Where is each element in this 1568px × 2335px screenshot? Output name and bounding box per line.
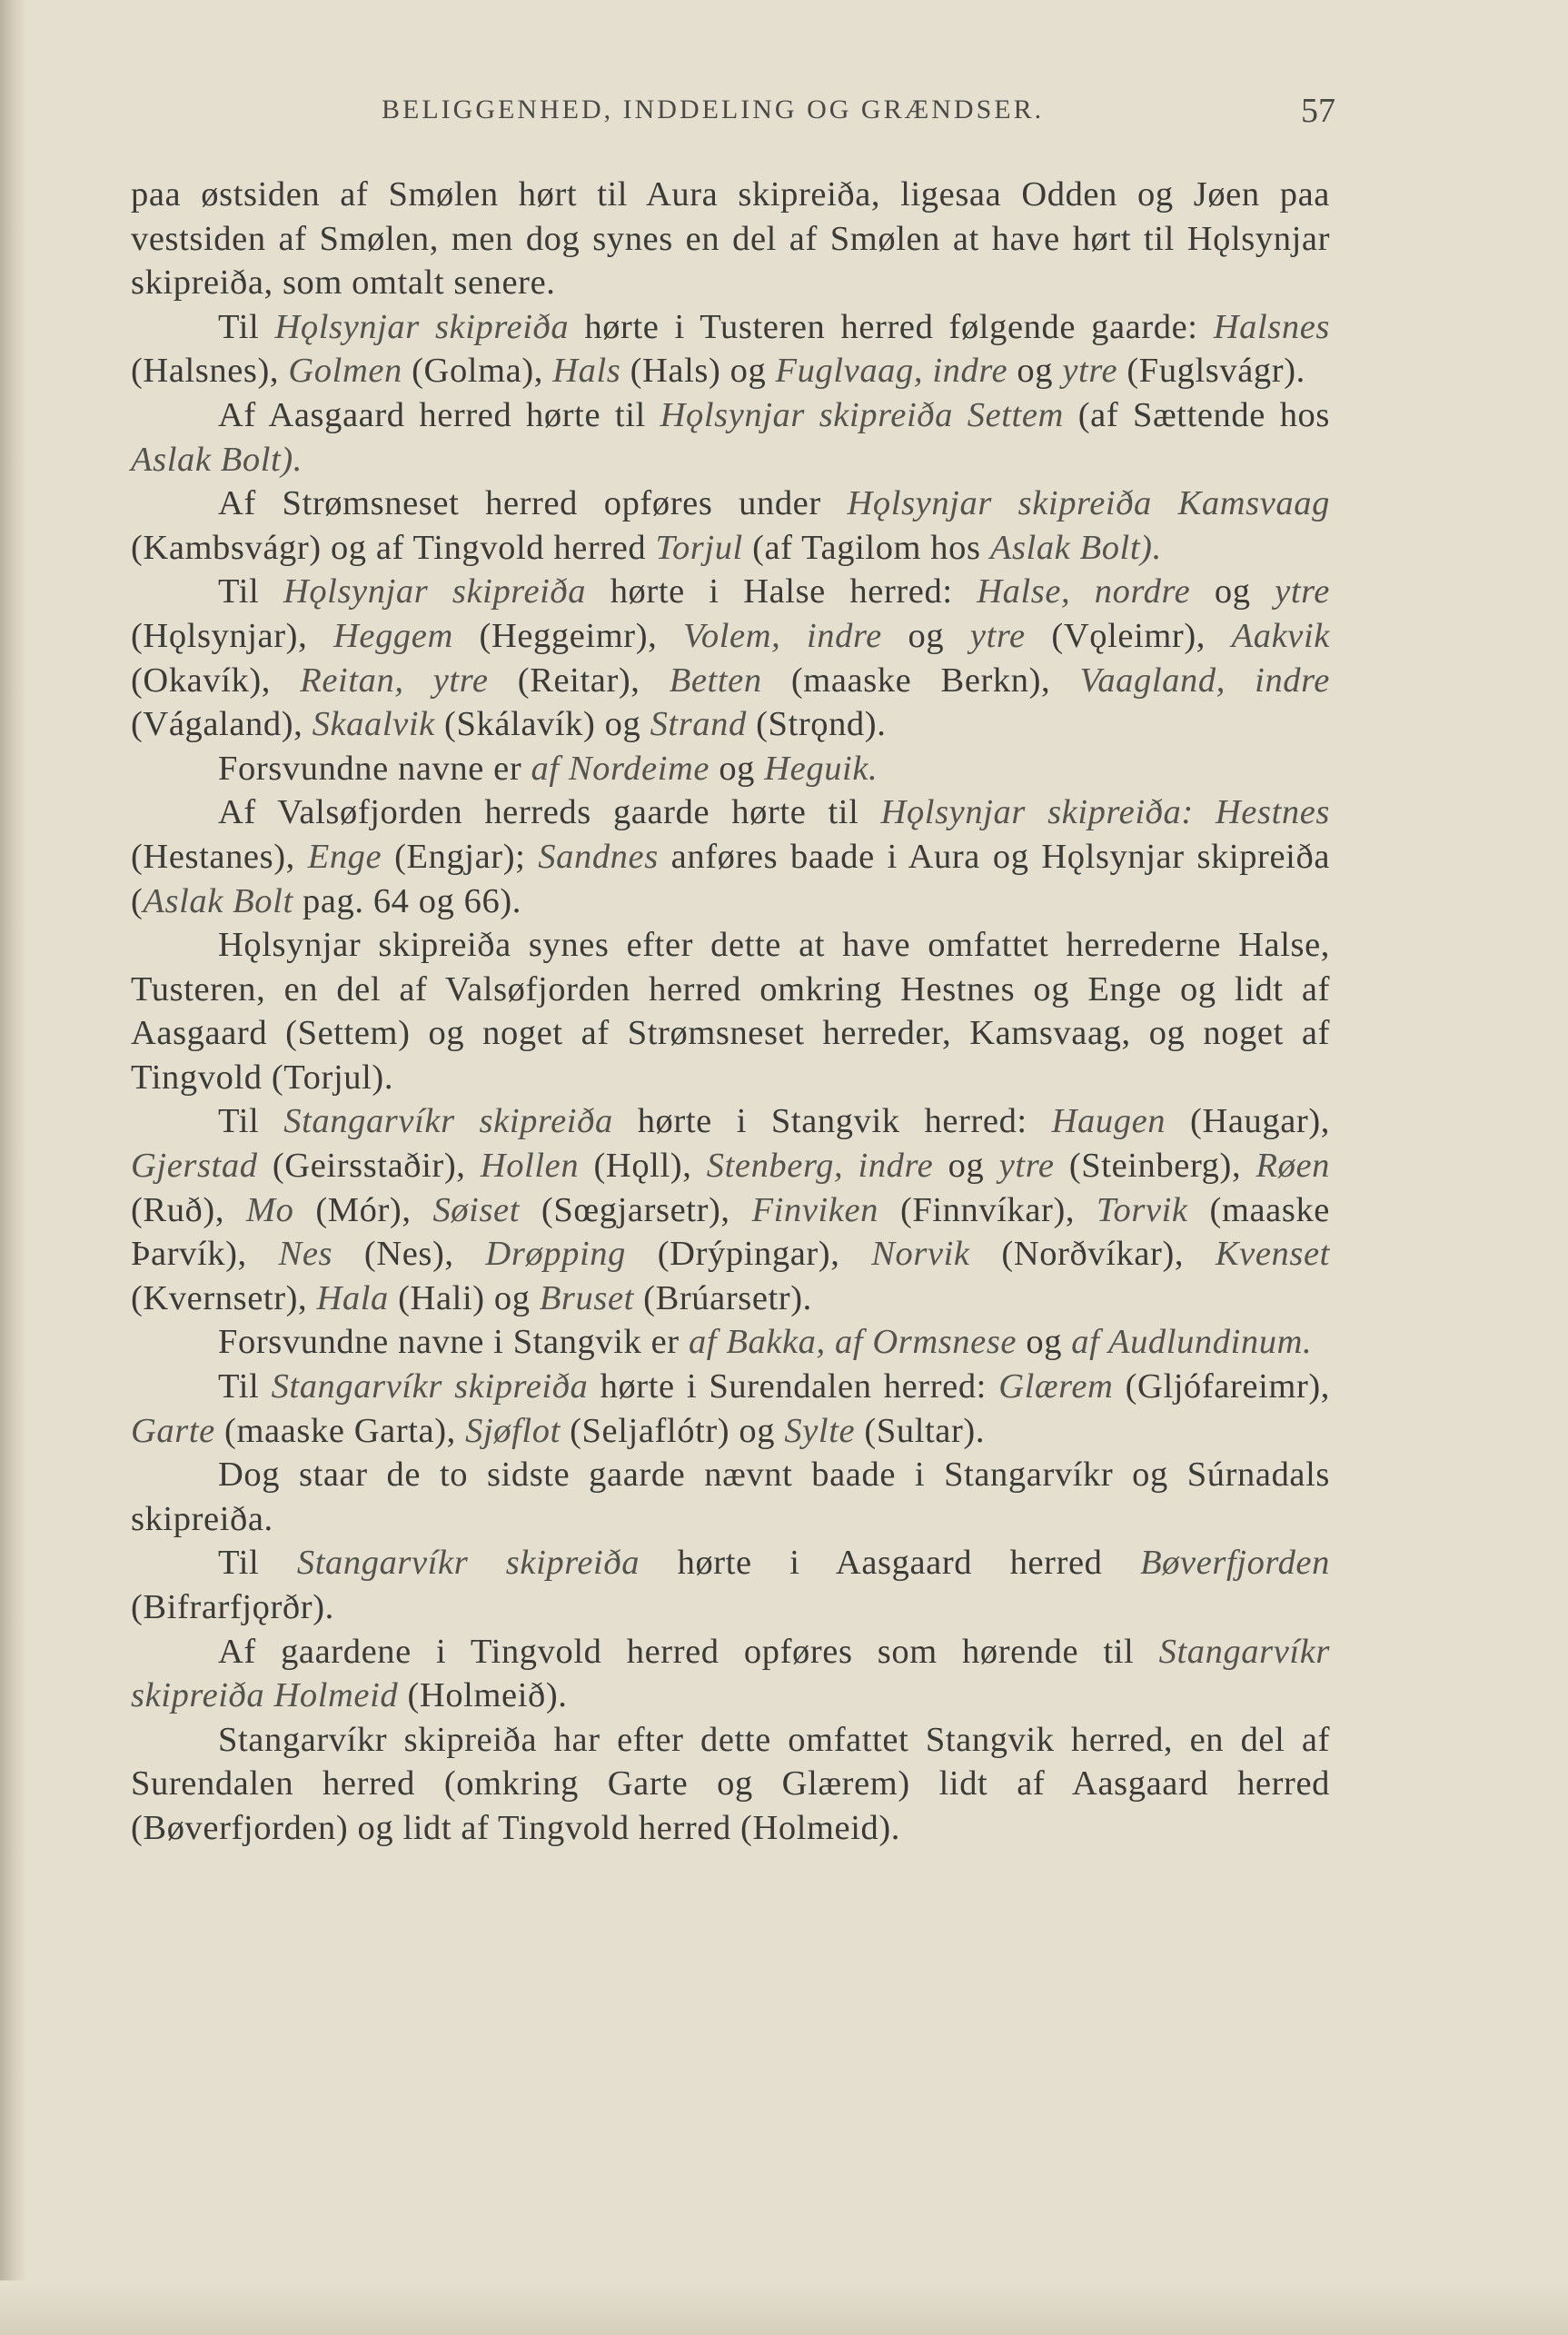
text-run: (Skálavík) og	[434, 705, 650, 744]
text-run: (af Sættende hos	[1063, 395, 1330, 434]
text-run: (Hǫll),	[579, 1147, 707, 1186]
text-run: og	[710, 749, 765, 788]
paragraph	[131, 482, 1330, 570]
italic-text: Hǫlsynjar skipreiða	[274, 307, 570, 346]
text-run: (Vágaland),	[131, 705, 313, 744]
paragraph	[131, 1365, 1330, 1453]
italic-text: Finviken	[751, 1190, 879, 1229]
italic-text: Norvik	[871, 1235, 970, 1274]
italic-text: Mo	[245, 1190, 294, 1229]
italic-text: Søiset	[432, 1190, 521, 1229]
text-run: anføres baade i Aura og Hǫlsynjar skipreiða (	[131, 837, 1331, 920]
italic-text: Volem, indre	[683, 616, 882, 655]
italic-text: Drøpping	[485, 1235, 626, 1274]
paragraph	[131, 570, 1330, 746]
italic-text: Vaagland, indre	[1079, 661, 1330, 700]
italic-text: Strand	[650, 705, 747, 744]
text-run: Af gaardene i Tingvold herred opføres som hørende til	[218, 1632, 1159, 1671]
text-run: Til	[218, 1102, 284, 1141]
italic-text: Sjøflot	[465, 1411, 561, 1450]
italic-text: Halse, nordre	[977, 572, 1191, 611]
text-run: (Mór),	[293, 1190, 433, 1229]
text-run: (Fuglsvágr).	[1117, 352, 1305, 391]
text-run: Af Aasgaard herred hørte til	[218, 395, 660, 434]
italic-text: Bøverfjorden	[1140, 1544, 1330, 1583]
text-run: (Kambsvágr) og af Tingvold herred	[131, 528, 656, 567]
italic-text: Fuglvaag, indre	[775, 352, 1008, 391]
italic-text: Torjul	[655, 528, 743, 567]
paragraph	[131, 173, 1330, 305]
italic-text: af Bakka, af Ormsnese	[688, 1323, 1017, 1362]
paragraph	[131, 1453, 1330, 1541]
italic-text: Stenberg, indre	[706, 1147, 934, 1186]
paragraph	[131, 1099, 1330, 1320]
italic-text: Garte	[131, 1411, 215, 1450]
italic-text: ytre	[1062, 352, 1118, 391]
text-run: og	[881, 616, 970, 655]
page-spine-shadow	[0, 0, 27, 2335]
text-run: (Drýpingar),	[625, 1235, 872, 1274]
italic-text: Aslak Bolt).	[989, 528, 1162, 567]
italic-text: Aakvik	[1231, 616, 1330, 655]
text-run: (maaske Garta),	[214, 1411, 466, 1450]
italic-text: Aslak Bolt	[143, 881, 293, 920]
running-head: BELIGGENHED, INDDELING OG GRÆNDSER.	[382, 94, 1045, 124]
italic-text: Heguik.	[764, 749, 878, 788]
italic-text: Stangarvíkr skipreiða	[296, 1544, 640, 1583]
text-run: (Heggeimr),	[452, 616, 684, 655]
paragraph	[131, 1541, 1330, 1629]
italic-text: Stangarvíkr skipreiða Holmeid	[131, 1632, 1330, 1715]
text-run: hørte i Tusteren herred følgende gaarde:	[569, 307, 1214, 346]
text-run: (Geirsstaðir),	[257, 1147, 481, 1186]
paragraph	[131, 747, 1330, 791]
text-run: og	[1017, 1323, 1072, 1362]
text-run: Af Valsøfjorden herreds gaarde hørte til	[218, 793, 881, 832]
text-run: (Sœgjarsetr),	[520, 1190, 752, 1229]
italic-text: Kvenset	[1215, 1235, 1330, 1274]
text-run: (Halsnes),	[131, 352, 289, 391]
text-run: (Seljaflótr) og	[560, 1411, 785, 1450]
italic-text: Betten	[669, 661, 762, 700]
text-run: og	[1190, 572, 1275, 611]
paragraph	[131, 790, 1330, 923]
text-run: hørte i Surendalen herred:	[588, 1367, 999, 1406]
text-run: Til	[218, 307, 275, 346]
paragraph	[131, 923, 1330, 1099]
text-run: Stangarvíkr skipreiða har efter dette omfattet Stangvik herred, en del af Surendalen herred (omkring Garte og Glærem) lidt af Aasgaard herred (Bøverfjorden) og lidt af Tingvold herred (Holmeid).	[131, 1720, 1330, 1847]
text-run: pag. 64 og 66).	[293, 881, 522, 920]
text-run: (Nes),	[332, 1235, 486, 1274]
page-number: 57	[1301, 92, 1335, 130]
text-run: Forsvundne navne er	[218, 749, 531, 788]
italic-text: Haugen	[1051, 1102, 1166, 1141]
text-run: (Hali) og	[388, 1278, 540, 1317]
text-run: (Engjar);	[382, 837, 539, 876]
page-bottom-edge	[0, 2280, 1568, 2335]
italic-text: Glærem	[998, 1367, 1114, 1406]
italic-text: af Nordeime	[531, 749, 710, 788]
paragraph	[131, 1320, 1330, 1365]
text-run: Dog staar de to sidste gaarde nævnt baade i Stangarvíkr og Súrnadals skipreiða.	[131, 1456, 1330, 1538]
italic-text: af Audlundinum.	[1071, 1323, 1313, 1362]
italic-text: Reitan, ytre	[300, 661, 489, 700]
text-run: Til	[218, 1367, 272, 1406]
text-run: (Okavík),	[131, 661, 301, 700]
italic-text: Skaalvik	[312, 705, 435, 744]
italic-text: Stangarvíkr skipreiða	[271, 1367, 589, 1406]
italic-text: ytre	[969, 616, 1026, 655]
italic-text: Hǫlsynjar skipreiða	[283, 572, 587, 611]
italic-text: Aslak Bolt).	[131, 440, 303, 479]
text-run: Til	[218, 572, 283, 611]
text-run: og	[933, 1147, 999, 1186]
text-run: (Holmeið).	[398, 1676, 568, 1715]
text-run: (Hǫlsynjar),	[131, 616, 333, 655]
italic-text: Halsnes	[1213, 307, 1330, 346]
text-run: paa østsiden af Smølen hørt til Aura skipreiða, ligesaa Odden og Jøen paa vestsiden af Smølen, men dog synes en del af Smølen at have hørt til Hǫlsynjar skipreiða, som omtalt senere.	[131, 175, 1330, 303]
text-run: (Steinberg),	[1054, 1147, 1256, 1186]
text-run: (Brúarsetr).	[633, 1278, 812, 1317]
text-run: (Golma),	[402, 352, 553, 391]
italic-text: Hǫlsynjar skipreiða Settem	[660, 395, 1064, 434]
italic-text: ytre	[1275, 572, 1330, 611]
italic-text: Heggem	[332, 616, 453, 655]
text-run	[1194, 793, 1216, 831]
text-run: Forsvundne navne i Stangvik er	[218, 1323, 689, 1362]
italic-text: Bruset	[539, 1278, 634, 1317]
italic-text: Hǫlsynjar skipreiða Kamsvaag	[847, 484, 1330, 523]
italic-text: Sandnes	[538, 837, 659, 876]
body-text	[131, 173, 1330, 1851]
italic-text: Golmen	[288, 352, 402, 391]
text-run: (Vǫleimr),	[1025, 616, 1232, 655]
italic-text: Gjerstad	[131, 1147, 258, 1186]
italic-text: Hals	[552, 352, 621, 391]
text-run: Hǫlsynjar skipreiða synes efter dette at have omfattet herrederne Halse, Tusteren, en del af Valsøfjorden herred omkring Hestnes og Enge og lidt af Aasgaard (Settem) og noget af Strømsneset herreder, Kamsvaag, og noget af Tingvold (Torjul).	[131, 926, 1330, 1097]
text-run: (Ruð),	[131, 1190, 246, 1229]
text-run: (Haugar),	[1166, 1102, 1330, 1141]
italic-text: Hala	[316, 1278, 389, 1317]
italic-text: Sylte	[784, 1411, 856, 1450]
paragraph	[131, 1718, 1330, 1851]
italic-text: Hollen	[480, 1147, 580, 1186]
italic-text: Hestnes	[1215, 793, 1330, 832]
text-run: Til	[218, 1544, 297, 1583]
text-run: (Hestanes),	[131, 837, 308, 876]
text-run: hørte i Aasgaard herred	[640, 1544, 1141, 1583]
text-run: (Norðvíkar),	[969, 1235, 1216, 1274]
text-run: hørte i Stangvik herred:	[612, 1102, 1052, 1141]
italic-text: Torvik	[1097, 1190, 1188, 1229]
text-run: (Reitar),	[488, 661, 670, 700]
text-run: (Finnvíkar),	[878, 1190, 1097, 1229]
text-run: (Hals) og	[620, 352, 776, 391]
italic-text: Stangarvíkr skipreiða	[283, 1102, 613, 1141]
text-run: Af Strømsneset herred opføres under	[218, 484, 848, 523]
text-run: hørte i Halse herred:	[586, 572, 978, 611]
italic-text: Nes	[278, 1235, 333, 1274]
page-header	[127, 91, 1335, 136]
text-run: (Strǫnd).	[746, 705, 887, 744]
text-run: (af Tagilom hos	[742, 528, 990, 567]
paragraph	[131, 393, 1330, 482]
text-run: (Kvernsetr),	[131, 1278, 317, 1317]
italic-text: Røen	[1255, 1147, 1331, 1186]
italic-text: ytre	[998, 1147, 1055, 1186]
paragraph	[131, 1630, 1330, 1718]
text-run: (maaske Þarvík),	[131, 1190, 1330, 1274]
paragraph	[131, 305, 1330, 393]
italic-text: Hǫlsynjar skipreiða:	[880, 793, 1194, 832]
italic-text: Enge	[307, 837, 382, 876]
text-run: (Sultar).	[855, 1411, 986, 1450]
text-run: og	[1007, 352, 1063, 391]
text-run: (Bifrarfjǫrðr).	[131, 1588, 334, 1626]
text-run: (maaske Berkn),	[761, 661, 1080, 700]
text-run: (Gljófareimr),	[1113, 1367, 1331, 1406]
